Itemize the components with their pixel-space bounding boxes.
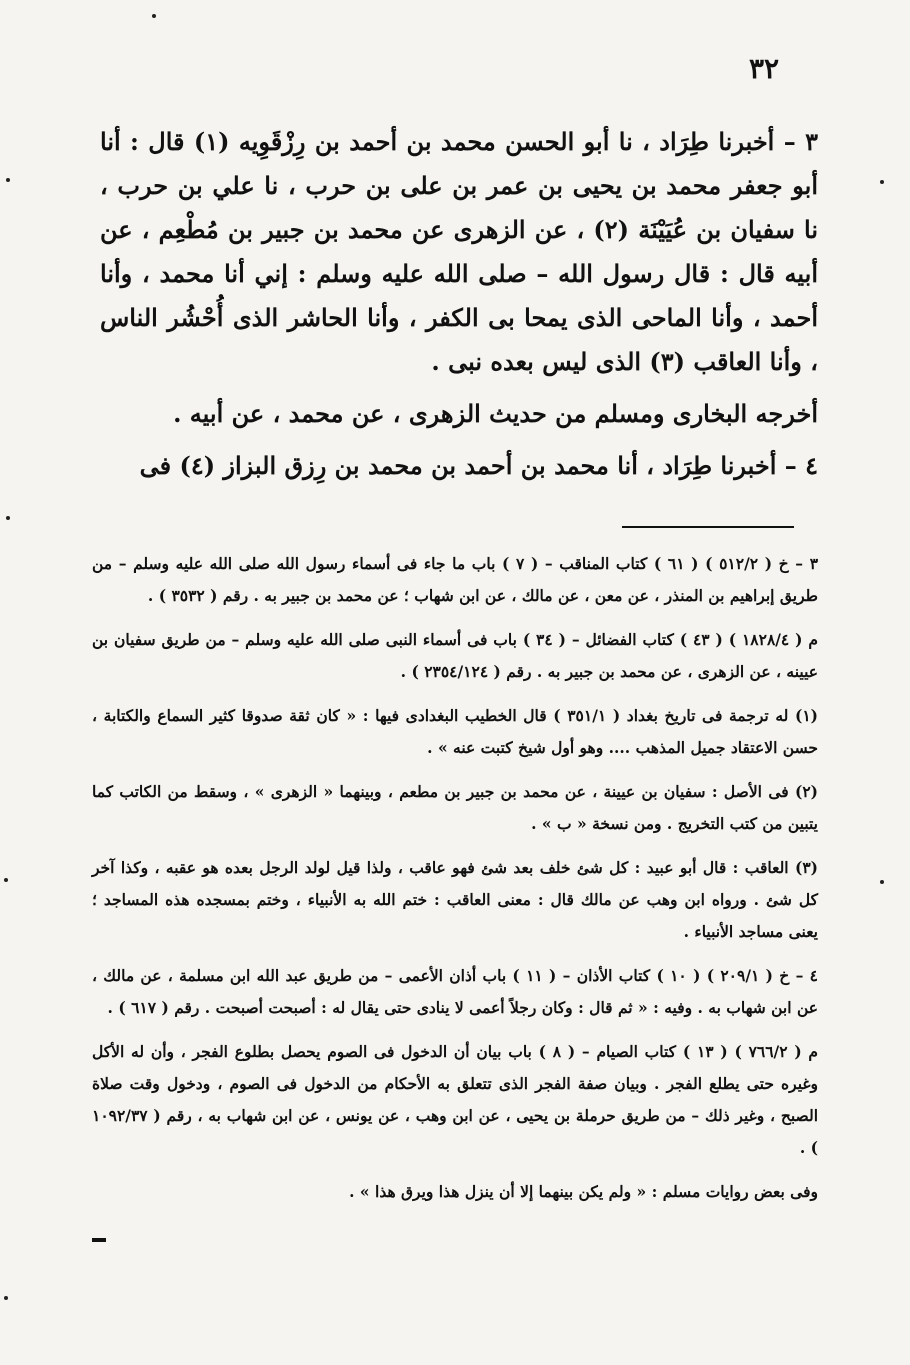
scan-speck bbox=[6, 178, 10, 182]
footnote-bukhari-4: ٤ – خ ( ٢٠٩/١ ) ( ١٠ ) كتاب الأذان – ( ١١ ) باب أذان الأعمى – من طريق عبد الله ابن مسلمة ، عن مالك ، عن ابن شهاب به . وفيه : « ثم قال : وكان رجلاً أعمى لا ينادى حتى يقال له : أصبحت أصبحت . رقم ( ٦١٧ ) . bbox=[92, 966, 818, 1017]
footnote-1: (١) له ترجمة فى تاريخ بغداد ( ٣٥١/١ ) قال الخطيب البغدادى فيها : « كان ثقة صدوقا كثير السماع والكتابة ، حسن الاعتقاد جميل المذهب .... وهو أول شيخ كتبت عنه » . bbox=[92, 706, 818, 757]
hadith-3-paragraph: ٣ – أخبرنا طِرَاد ، نا أبو الحسن محمد بن أحمد بن رِزْقَوِيه (١) قال : أنا أبو جعفر محمد بن يحيى بن عمر بن على بن حرب ، نا علي بن حرب ، نا سفيان بن عُيَيْنَة (٢) ، عن الزهرى عن محمد بن جبير بن مُطْعِم ، عن أبيه قال : قال رسول الله – صلى الله عليه وسلم : إني أنا محمد ، وأنا أحمد ، وأنا الماحى الذى يمحا بى الكفر ، وأنا الحاشر الذى أُحْشُر الناس ، وأنا العاقب (٣) الذى ليس بعده نبى . bbox=[100, 127, 818, 376]
footnote-muslim-variant: وفى بعض روايات مسلم : « ولم يكن بينهما إلا أن ينزل هذا ويرق هذا » . bbox=[349, 1182, 818, 1201]
takhrij-paragraph: أخرجه البخارى ومسلم من حديث الزهرى ، عن محمد ، عن أبيه . bbox=[173, 399, 818, 428]
scan-speck bbox=[6, 516, 10, 520]
scan-speck bbox=[880, 180, 884, 184]
footnotes bbox=[92, 548, 818, 1208]
scan-speck bbox=[4, 1296, 8, 1300]
scan-speck bbox=[4, 878, 8, 882]
main-text bbox=[100, 120, 818, 488]
footnote-muslim-3: م ( ١٨٢٨/٤ ) ( ٤٣ ) كتاب الفضائل – ( ٣٤ ) باب فى أسماء النبى صلى الله عليه وسلم – من طريق سفيان بن عيينه ، عن الزهرى ، عن محمد بن جبير به . رقم ( ٢٣٥٤/١٢٤ ) . bbox=[92, 630, 818, 681]
scan-speck bbox=[152, 14, 156, 18]
margin-dash bbox=[92, 1238, 106, 1242]
footnote-bukhari-3: ٣ – خ ( ٥١٢/٢ ) ( ٦١ ) كتاب المناقب – ( ٧ ) باب ما جاء فى أسماء رسول الله صلى الله عليه وسلم – من طريق إبراهيم بن المنذر ، عن معن ، عن مالك ، عن ابن شهاب ؛ عن محمد بن جبير به . رقم ( ٣٥٣٢ ) . bbox=[92, 554, 819, 605]
footnote-muslim-4: م ( ٧٦٦/٢ ) ( ١٣ ) كتاب الصيام – ( ٨ ) باب بيان أن الدخول فى الصوم يحصل بطلوع الفجر ، وأن له الأكل وغيره حتى يطلع الفجر . وبيان صفة الفجر الذى تتعلق به الأحكام من الدخول فى الصوم ، ودخول وقت صلاة الصبح ، وغير ذلك – من طريق حرملة بن يحيى ، عن ابن وهب ، عن يونس ، عن ابن شهاب به ، رقم ( ١٠٩٢/٣٧ ) . bbox=[92, 1042, 819, 1157]
page-number: ٣٢ bbox=[748, 52, 780, 85]
footnote-2: (٢) فى الأصل : سفيان بن عيينة ، عن محمد بن جبير بن مطعم ، وبينهما « الزهرى » ، وسقط من الكاتب كما يتبين من كتب التخريج . ومن نسخة « ب » . bbox=[92, 782, 818, 833]
footnote-3: (٣) العاقب : قال أبو عبيد : كل شئ خلف بعد شئ فهو عاقب ، ولذا قيل لولد الرجل بعده هو عقبه ، وكذا آخر كل شئ . ورواه ابن وهب عن مالك قال : معنى العاقب : ختم الله به الأنبياء ، وختم بمسجده هذه المساجد ؛ يعنى مساجد الأنبياء . bbox=[92, 858, 818, 941]
scan-speck bbox=[880, 880, 884, 884]
hadith-4-paragraph: ٤ – أخبرنا طِرَاد ، أنا محمد بن أحمد بن محمد بن رِزق البزاز (٤) فى bbox=[139, 451, 818, 480]
footnote-divider bbox=[622, 526, 794, 528]
